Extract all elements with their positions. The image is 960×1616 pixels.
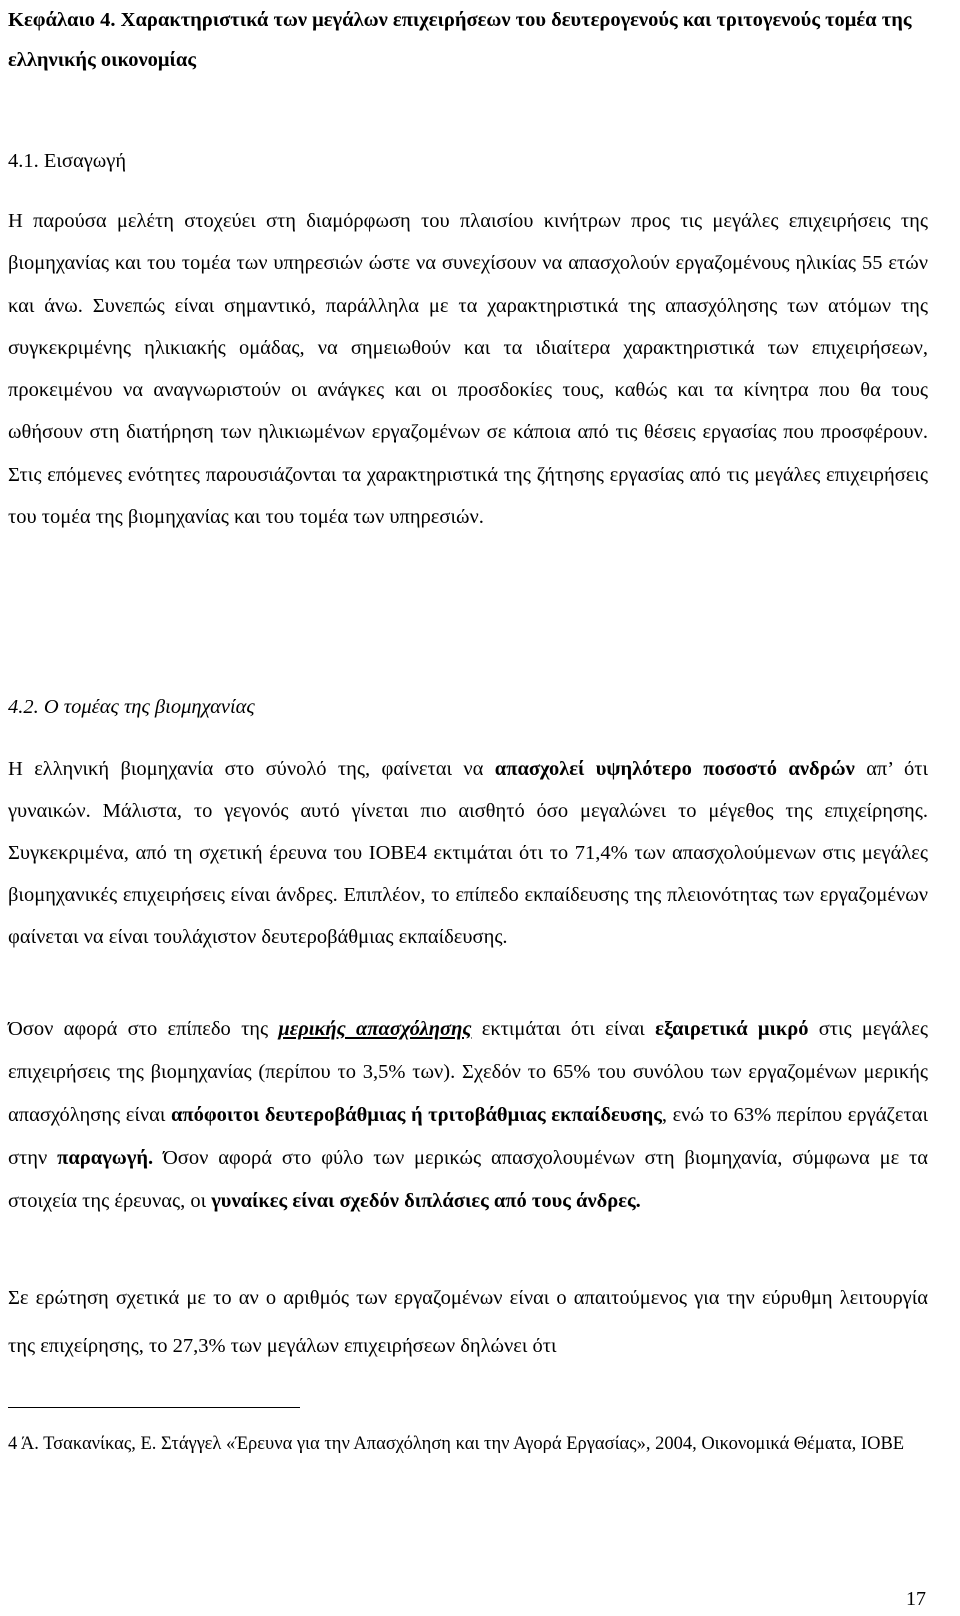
- emphasis-text: εξαιρετικά μικρό: [655, 1018, 809, 1040]
- emphasis-text: μερικής απασχόλησης: [278, 1018, 472, 1040]
- chapter-title: Κεφάλαιο 4. Χαρακτηριστικά των μεγάλων επιχειρήσεων του δευτερογενούς και τριτογενούς τομέα της ελληνικής οικονομίας: [8, 9, 912, 71]
- paragraph-introduction: Η παρούσα μελέτη στοχεύει στη διαμόρφωση του πλαισίου κινήτρων προς τις μεγάλες επιχειρήσεις της βιομηχανίας και του τομέα των υπηρεσιών ώστε να συνεχίσουν να απασχολούν εργαζομένους ηλικίας 55 ετών και άνω. Συνεπώς είναι σημαντικό, παράλληλα με τα χαρακτηριστικά της απασχόλησης των ατόμων της συγκεκριμένης ηλικιακής ομάδας, να σημειωθούν και τα ιδιαίτερα χαρακτηριστικά των επιχειρήσεων, προκειμένου να αναγνωριστούν οι ανάγκες και οι προσδοκίες τους, καθώς και τα κίνητρα που θα τους ωθήσουν στη διατήρηση των ηλικιωμένων εργαζομένων σε κάποια από τις θέσεις εργασίας που προσφέρουν. Στις επόμενες ενότητες παρουσιάζονται τα χαρακτηριστικά της ζήτησης εργασίας από τις μεγάλες επιχειρήσεις του τομέα της βιομηχανίας και του τομέα των υπηρεσιών.: [8, 210, 928, 529]
- text-run: , ενώ το 63% περίπου εργάζεται στην: [8, 1104, 928, 1169]
- text-run: Όσον αφορά στο επίπεδο της: [8, 1018, 279, 1040]
- emphasis-text: απόφοιτοι δευτεροβάθμιας ή τριτοβάθμιας εκπαίδευσης: [170, 1104, 662, 1126]
- paragraph-workforce-adequacy: Σε ερώτηση σχετικά με το αν ο αριθμός των εργαζομένων είναι ο απαιτούμενος για την εύρυθμη λειτουργία της επιχείρησης, το 27,3% των μεγάλων επιχειρήσεων δηλώνει ότι: [8, 1287, 928, 1357]
- section-heading-introduction: 4.1. Εισαγωγή: [8, 150, 127, 172]
- emphasis-text: παραγωγή.: [57, 1147, 154, 1169]
- paragraph-part-time: [8, 1008, 928, 1223]
- text-run: στις μεγάλες επιχειρήσεις της βιομηχανίας (περίπου το 3,5% των). Σχεδόν το 65% του συνόλου των εργαζομένων μερικής απασχόλησης είναι: [8, 1018, 928, 1126]
- text-run: Όσον αφορά στο φύλο των μερικώς απασχολουμένων στη βιομηχανία, σύμφωνα με τα στοιχεία της έρευνας, οι: [8, 1147, 928, 1212]
- footnote: 4 Ά. Τσακανίκας, Ε. Στάγγελ «Έρευνα για την Απασχόληση και την Αγορά Εργασίας», 2004, Οικονομικά Θέματα, ΙΟΒΕ: [8, 1434, 905, 1454]
- footnote-separator: [8, 1407, 300, 1408]
- text-run: απ’ ότι γυναικών. Μάλιστα, το γεγονός αυτό γίνεται πιο αισθητό όσο μεγαλώνει το μέγεθος της επιχείρησης. Συγκεκριμένα, από τη σχετική έρευνα του ΙΟΒΕ4 εκτιμάται ότι το 71,4% των απασχολούμενων στις μεγάλες βιομηχανικές επιχειρήσεις είναι άνδρες. Επιπλέον, το επίπεδο εκπαίδευσης της πλειονότητας των εργαζομένων φαίνεται να είναι τουλάχιστον δευτεροβάθμιας εκπαίδευσης.: [8, 758, 928, 948]
- text-run: εκτιμάται ότι είναι: [471, 1018, 656, 1040]
- section-heading-industry: 4.2. Ο τομέας της βιομηχανίας: [8, 696, 255, 718]
- emphasis-text: απασχολεί υψηλότερο ποσοστό ανδρών: [494, 758, 855, 780]
- paragraph-industry-gender: [8, 748, 928, 958]
- text-run: Η ελληνική βιομηχανία στο σύνολό της, φαίνεται να: [8, 758, 495, 780]
- page-number: 17: [906, 1588, 926, 1610]
- emphasis-text: γυναίκες είναι σχεδόν διπλάσιες από τους άνδρες.: [211, 1190, 641, 1212]
